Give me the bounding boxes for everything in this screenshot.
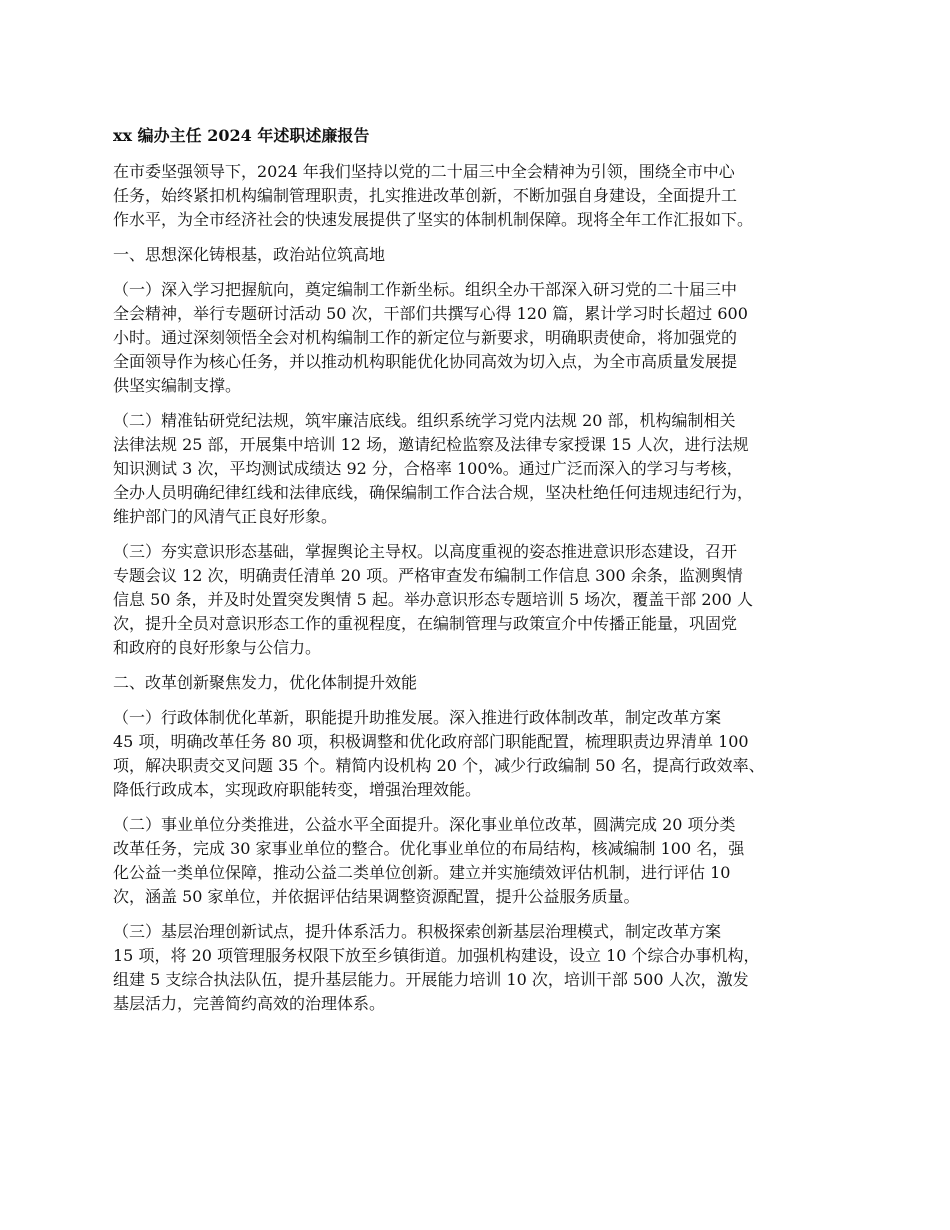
paragraph-intro [113, 160, 858, 232]
text-line: 维护部门的风清气正良好形象。 [113, 507, 338, 526]
section-heading-1 [113, 243, 858, 267]
text-line: 专题会议 12 次，明确责任清单 20 项。严格审查发布编制工作信息 300 余条，监测舆情 [113, 566, 743, 585]
text-line: 法律法规 25 部，开展集中培训 12 场，邀请纪检监察及法律专家授课 15 人次，进行法规 [113, 435, 749, 454]
text-line: 次，提升全员对意识形态工作的重视程度，在编制管理与政策宣介中传播正能量，巩固党 [113, 614, 738, 633]
text-line: 作水平，为全市经济社会的快速发展提供了坚实的体制机制保障。现将全年工作汇报如下。 [113, 210, 754, 229]
text-line: 小时。通过深刻领悟全会对机构编制工作的新定位与新要求，明确职责使命，将加强党的 [113, 328, 738, 347]
document-title: xx 编办主任 2024 年述职述廉报告 [113, 126, 370, 145]
paragraph-1-3 [113, 540, 858, 660]
text-line: 改革任务，完成 30 家事业单位的整合。优化事业单位的布局结构，核减编制 100 名，强 [113, 839, 745, 858]
text-line: （一）行政体制优化革新，职能提升助推发展。深入推进行政体制改革，制定改革方案 [113, 708, 722, 727]
text-line: （三）夯实意识形态基础，掌握舆论主导权。以高度重视的姿态推进意识形态建设，召开 [113, 542, 738, 561]
text-line: 基层活力，完善简约高效的治理体系。 [113, 994, 386, 1013]
heading-line: 一、思想深化铸根基，政治站位筑高地 [113, 245, 386, 264]
text-line: （二）事业单位分类推进，公益水平全面提升。深化事业单位改革，圆满完成 20 项分类 [113, 815, 736, 834]
text-line: 全办人员明确纪律红线和法律底线，确保编制工作合法合规，坚决杜绝任何违规违纪行为， [113, 483, 754, 502]
text-line: 全会精神，举行专题研讨活动 50 次，干部们共撰写心得 120 篇，累计学习时长超过 600 [113, 304, 748, 323]
document-page [113, 124, 858, 1027]
text-line: 项，解决职责交叉问题 35 个。精简内设机构 20 个，减少行政编制 50 名，提高行政效率、 [113, 756, 765, 775]
text-line: 降低行政成本，实现政府职能转变，增强治理效能。 [113, 780, 482, 799]
paragraph-2-1 [113, 706, 858, 802]
text-line: 在市委坚强领导下，2024 年我们坚持以党的二十届三中全会精神为引领，围绕全市中心 [113, 162, 735, 181]
text-line: 45 项，明确改革任务 80 项，积极调整和优化政府部门职能配置，梳理职责边界清单 100 [113, 732, 749, 751]
paragraph-1-1 [113, 278, 858, 398]
section-heading-2 [113, 671, 858, 695]
text-line: 和政府的良好形象与公信力。 [113, 638, 322, 657]
text-line: （一）深入学习把握航向，奠定编制工作新坐标。组织全办干部深入研习党的二十届三中 [113, 280, 738, 299]
text-line: 全面领导作为核心任务，并以推动机构职能优化协同高效为切入点，为全市高质量发展提 [113, 352, 738, 371]
heading-line: 二、改革创新聚焦发力，优化体制提升效能 [113, 673, 418, 692]
text-line: 组建 5 支综合执法队伍，提升基层能力。开展能力培训 10 次，培训干部 500 人次，激发 [113, 970, 749, 989]
text-line: （三）基层治理创新试点，提升体系活力。积极探索创新基层治理模式，制定改革方案 [113, 922, 722, 941]
text-line: 供坚实编制支撑。 [113, 376, 242, 395]
text-line: 信息 50 条，并及时处置突发舆情 5 起。举办意识形态专题培训 5 场次，覆盖干部 200 人 [113, 590, 753, 609]
text-line: 次，涵盖 50 家单位，并依据评估结果调整资源配置，提升公益服务质量。 [113, 887, 640, 906]
paragraph-2-2 [113, 813, 858, 909]
text-line: 15 项，将 20 项管理服务权限下放至乡镇街道。加强机构建设，设立 10 个综合办事机构， [113, 946, 760, 965]
text-line: （二）精准钻研党纪法规，筑牢廉洁底线。组织系统学习党内法规 20 部，机构编制相关 [113, 411, 736, 430]
text-line: 知识测试 3 次，平均测试成绩达 92 分，合格率 100%。通过广泛而深入的学习与考核， [113, 459, 743, 478]
paragraph-1-2 [113, 409, 858, 529]
text-line: 化公益一类单位保障，推动公益二类单位创新。建立并实施绩效评估机制，进行评估 10 [113, 863, 731, 882]
text-line: 任务，始终紧扣机构编制管理职责，扎实推进改革创新，不断加强自身建设，全面提升工 [113, 186, 738, 205]
paragraph-2-3 [113, 920, 858, 1016]
